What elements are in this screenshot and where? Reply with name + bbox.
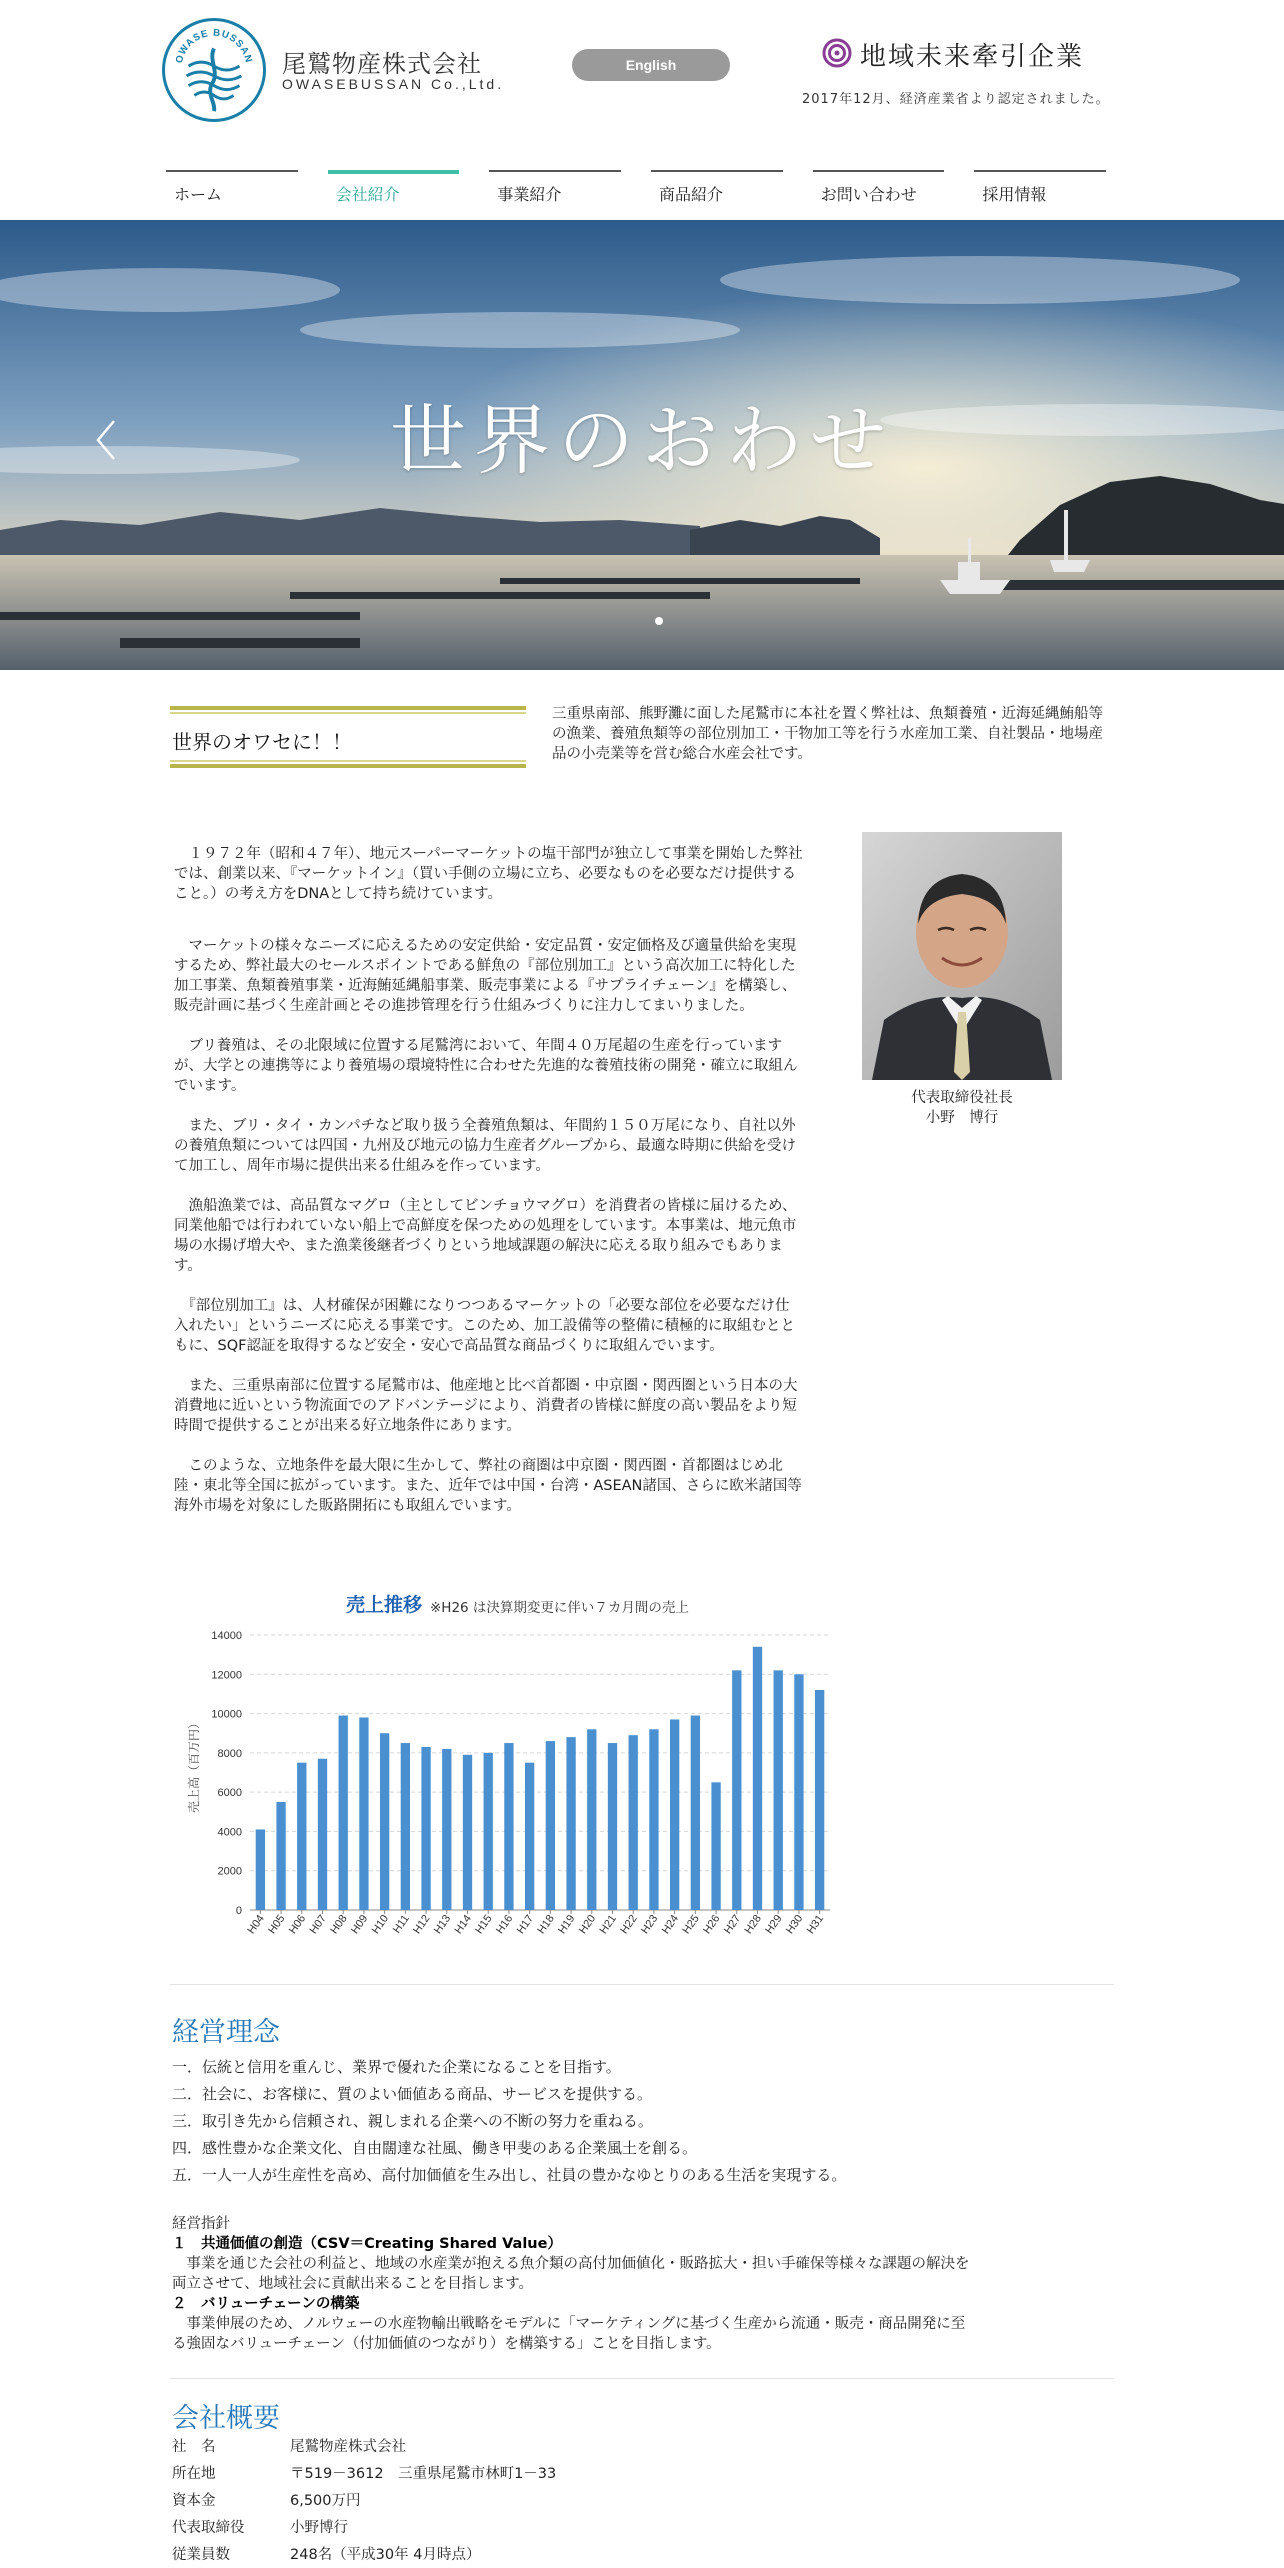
chart-bar-H11: [401, 1743, 410, 1910]
chart-bar-H20: [587, 1729, 596, 1910]
chart-bar-H27: [732, 1670, 741, 1910]
company-description: [174, 844, 804, 1516]
chart-x-tick: H21: [597, 1912, 619, 1937]
chart-x-tick: H30: [783, 1912, 806, 1937]
nav-item-company[interactable]: 会社紹介: [328, 170, 460, 208]
philosophy-item: 五．一人一人が生産性を高め、高付加価値を生み出し、社員の豊かなゆとりのある生活を実現する。: [172, 2166, 847, 2184]
nav-item-home[interactable]: ホーム: [166, 170, 298, 208]
policy-heading: 経営指針: [172, 2216, 230, 2232]
chart-x-axis: [245, 1910, 826, 1936]
overview-value: 248名（平成30年 4月時点）: [290, 2547, 481, 2563]
chart-bar-H08: [339, 1716, 348, 1910]
chart-y-tick: 10000: [211, 1708, 242, 1721]
chart-x-tick: H20: [576, 1912, 599, 1937]
regional-badge-icon: [822, 38, 852, 68]
paragraph-yellowtail: ブリ養殖は、その北限域に位置する尾鷲湾において、年間４０万尾超の生産を行っていますが、大学との連携等により養殖場の環境特性に合わせた先進的な養殖技術の開発・確立に取組んでいます。: [174, 1038, 798, 1094]
overview-row: [172, 2488, 556, 2515]
chart-x-tick: H18: [535, 1912, 557, 1937]
management-policy: [172, 2214, 972, 2354]
overview-row: [172, 2461, 556, 2488]
chart-bar-H05: [276, 1802, 285, 1910]
chart-bar-H14: [463, 1755, 472, 1910]
overview-key: 社 名: [172, 2439, 216, 2455]
chart-y-label: 売上高（百万円）: [187, 1716, 201, 1814]
overview-key: 従業員数: [172, 2547, 230, 2563]
chart-bar-H10: [380, 1733, 389, 1910]
overview-value: 〒519－3612 三重県尾鷲市林町1－33: [290, 2466, 557, 2482]
ceo-title: 代表取締役社長: [911, 1090, 1013, 1106]
chart-x-tick: H15: [473, 1912, 495, 1937]
philosophy-item: 二．社会に、お客様に、質のよい価値ある商品、サービスを提供する。: [172, 2085, 653, 2103]
overview-key: 資本金: [172, 2493, 216, 2509]
chart-bar-H16: [504, 1743, 513, 1910]
philosophy-item: 一．伝統と信用を重んじ、業界で優れた企業になることを目指す。: [172, 2058, 621, 2076]
paragraph-processing: 『部位別加工』は、人材確保が困難になりつつあるマーケットの「必要な部位を必要なだけ仕入れたい」というニーズに応える事業です。このため、加工設備等の整備に積極的に取組むとともに、SQF認証を取得するなど安全・安心で高品質な商品づくりに取組んでいます。: [174, 1298, 796, 1354]
chart-x-tick: H27: [721, 1912, 744, 1937]
chart-bar-H29: [774, 1670, 783, 1910]
policy-2-title: ２ バリューチェーンの構築: [172, 2296, 360, 2312]
overview-key: 代表取締役: [172, 2520, 245, 2536]
regional-badge-subtitle: 2017年12月、経済産業省より認定されました。: [802, 92, 1110, 107]
chart-x-tick: H08: [328, 1912, 350, 1937]
chart-bar-H25: [691, 1716, 700, 1910]
chart-bar-H06: [297, 1763, 306, 1910]
overview-row: [172, 2515, 556, 2542]
chart-x-tick: H17: [514, 1912, 537, 1937]
chart-x-tick: H19: [556, 1912, 578, 1937]
chart-bar-H23: [649, 1729, 658, 1910]
logo-text: OWASE BUSSAN: [173, 27, 255, 65]
chart-x-tick: H31: [804, 1912, 827, 1937]
chart-x-tick: H24: [659, 1912, 682, 1937]
chart-bar-H28: [753, 1647, 762, 1910]
chart-x-tick: H13: [431, 1912, 454, 1937]
chart-title: 売上推移: [346, 1594, 423, 1616]
policy-2-text: 事業伸展のため、ノルウェーの水産物輸出戦略をモデルに「マーケティングに基づく生産から流通・販売・商品開発に至る強固なバリューチェーン（付加価値のつながり）を構築する」ことを目指します。: [172, 2316, 966, 2352]
overview-value: 尾鷲物産株式会社: [290, 2439, 406, 2455]
chart-x-tick: H25: [680, 1912, 702, 1937]
intro-title: 世界のオワセに！！: [172, 730, 352, 754]
chart-x-tick: H26: [701, 1912, 723, 1937]
chart-subtitle: ※H26 は決算期変更に伴い７カ月間の売上: [430, 1600, 689, 1616]
section-divider: [170, 2378, 1114, 2379]
overview-value: 6,500万円: [290, 2493, 361, 2509]
company-overview-table: [172, 2434, 556, 2568]
overview-row: [172, 2542, 556, 2568]
chart-x-tick: H29: [763, 1912, 785, 1937]
chart-x-tick: H05: [266, 1912, 288, 1937]
chart-bar-H21: [608, 1743, 617, 1910]
chart-x-tick: H12: [411, 1912, 433, 1937]
chart-y-tick: 14000: [211, 1630, 242, 1642]
policy-1-text: 事業を通じた会社の利益と、地域の水産業が抱える魚介類の高付加価値化・販路拡大・担い手確保等様々な課題の解決を両立させて、地域社会に貢献出来ることを目指します。: [172, 2256, 970, 2292]
philosophy-item: 四．感性豊かな企業文化、自由闊達な社風、働き甲斐のある企業風土を創る。: [172, 2139, 698, 2157]
chart-x-tick: H10: [369, 1912, 392, 1937]
chart-bar-H13: [442, 1749, 451, 1910]
chart-bar-H04: [256, 1829, 265, 1910]
chart-y-tick: 4000: [217, 1826, 242, 1839]
overview-row: [172, 2434, 556, 2461]
overview-key: 所在地: [172, 2466, 216, 2482]
intro-text: 三重県南部、熊野灘に面した尾鷲市に本社を置く弊社は、魚類養殖・近海延縄鮪船等の漁業、養殖魚類等の部位別加工・干物加工等を行う水産加工業、自社製品・地場産品の小売業等を営む総合水産会社です。: [552, 706, 1103, 762]
policy-1-title: １ 共通価値の創造（CSV＝Creating Shared Value）: [172, 2236, 562, 2252]
ceo-caption: [862, 1088, 1062, 1128]
chart-bar-H12: [421, 1747, 430, 1910]
nav-item-contact[interactable]: お問い合わせ: [813, 170, 945, 208]
hero-slideshow: [0, 220, 1284, 670]
ceo-photo: [862, 832, 1062, 1080]
chart-y-tick: 12000: [211, 1669, 242, 1682]
chart-x-tick: H06: [286, 1912, 309, 1937]
chart-bar-H31: [815, 1690, 824, 1910]
chart-x-tick: H04: [245, 1912, 267, 1937]
nav-item-recruit[interactable]: 採用情報: [974, 170, 1106, 208]
chart-x-tick: H16: [493, 1912, 516, 1937]
chart-bar-H18: [546, 1741, 555, 1910]
chart-bar-H19: [566, 1737, 575, 1910]
company-name-jp: 尾鷲物産株式会社: [282, 50, 482, 78]
ceo-name: 小野 博行: [925, 1110, 999, 1126]
chart-y-axis: [211, 1630, 242, 1917]
chart-bar-H30: [794, 1674, 803, 1910]
chart-x-tick: H14: [452, 1912, 474, 1937]
english-button[interactable]: English: [572, 49, 730, 81]
chart-x-tick: H11: [390, 1912, 412, 1936]
chart-bar-H22: [629, 1735, 638, 1910]
chart-bar-H07: [318, 1759, 327, 1910]
hero-slide-indicator[interactable]: [655, 617, 663, 625]
philosophy-item: 三．取引き先から信頼され、親しまれる企業への不断の努力を重ねる。: [172, 2112, 653, 2130]
sales-chart: [180, 1615, 840, 1955]
intro-title-box: [170, 706, 526, 768]
paragraph-markets: このような、立地条件を最大限に生かして、弊社の商圏は中京圏・関西圏・首都圏はじめ北陸・東北等全国に拡がっています。また、近年では中国・台湾・ASEAN諸国、さらに欧米諸国等海外市場を対象にした販路開拓にも取組んでいます。: [174, 1458, 802, 1514]
nav-item-business[interactable]: 事業紹介: [489, 170, 621, 208]
company-name-en: OWASEBUSSAN Co.,Ltd.: [282, 76, 505, 92]
chart-x-tick: H22: [618, 1912, 640, 1937]
paragraph-farmed-fish: また、ブリ・タイ・カンパチなど取り扱う全養殖魚類は、年間約１５０万尾になり、自社以外の養殖魚類については四国・九州及び地元の協力生産者グループから、最適な時期に供給を受けて加工し、周年市場に提供出来る仕組みを作っています。: [174, 1118, 797, 1174]
hero-prev-arrow-icon[interactable]: [92, 415, 120, 465]
chart-x-tick: H23: [638, 1912, 661, 1937]
chart-bar-H24: [670, 1719, 679, 1910]
philosophy-heading: 経営理念: [172, 2017, 280, 2048]
section-divider: [170, 1984, 1114, 1985]
company-logo[interactable]: [162, 18, 266, 122]
chart-y-tick: 2000: [217, 1865, 242, 1878]
paragraph-location: また、三重県南部に位置する尾鷲市は、他産地と比べ首都圏・中京圏・関西圏という日本の大消費地に近いという物流面でのアドバンテージにより、消費者の皆様に鮮度の高い製品をより短時間で提供することが出来る好立地条件にあります。: [174, 1378, 798, 1434]
chart-bar-H17: [525, 1763, 534, 1910]
main-nav: [166, 170, 1106, 210]
overview-heading: 会社概要: [172, 2403, 280, 2434]
chart-x-tick: H07: [307, 1912, 329, 1937]
chart-bar-H09: [359, 1718, 368, 1911]
regional-badge-title[interactable]: 地域未来牽引企業: [860, 42, 1085, 72]
paragraph-supply-chain: マーケットの様々なニーズに応えるための安定供給・安定品質・安定価格及び適量供給を実現するため、弊社最大のセールスポイントである鮮魚の『部位別加工』という高次加工に特化した加工事業、魚類養殖事業・近海鮪延縄船事業、販売事業による『サプライチェーン』を構築し、販売計画に基づく生産計画とその進捗管理を行う仕組みづくりに注力してまいりました。: [174, 938, 797, 1014]
chart-x-tick: H28: [742, 1912, 764, 1937]
paragraph-fishing: 漁船漁業では、高品質なマグロ（主としてビンチョウマグロ）を消費者の皆様に届けるため、同業他船では行われていない船上で高鮮度を保つための処理をしています。本事業は、地元魚市場の水揚げ増大や、また漁業後継者づくりという地域課題の解決に応える取り組みでもあります。: [174, 1198, 797, 1274]
chart-x-tick: H09: [348, 1912, 371, 1937]
chart-bar-H15: [484, 1753, 493, 1910]
chart-bar-H26: [711, 1782, 720, 1910]
paragraph-founding: １９７２年（昭和４７年）、地元スーパーマーケットの塩干部門が独立して事業を開始した弊社では、創業以来、『マーケットイン』（買い手側の立場に立ち、必要なものを必要なだけ提供すること。）の考え方をDNAとして持ち続けています。: [174, 846, 803, 902]
chart-y-tick: 0: [235, 1905, 242, 1917]
nav-item-products[interactable]: 商品紹介: [651, 170, 783, 208]
hero-title: 世界のおわせ: [390, 396, 894, 485]
chart-y-tick: 6000: [217, 1787, 242, 1800]
philosophy-list: [172, 2054, 846, 2189]
chart-y-tick: 8000: [217, 1747, 242, 1760]
chart-grid: [250, 1635, 830, 1910]
overview-value: 小野博行: [290, 2520, 348, 2536]
